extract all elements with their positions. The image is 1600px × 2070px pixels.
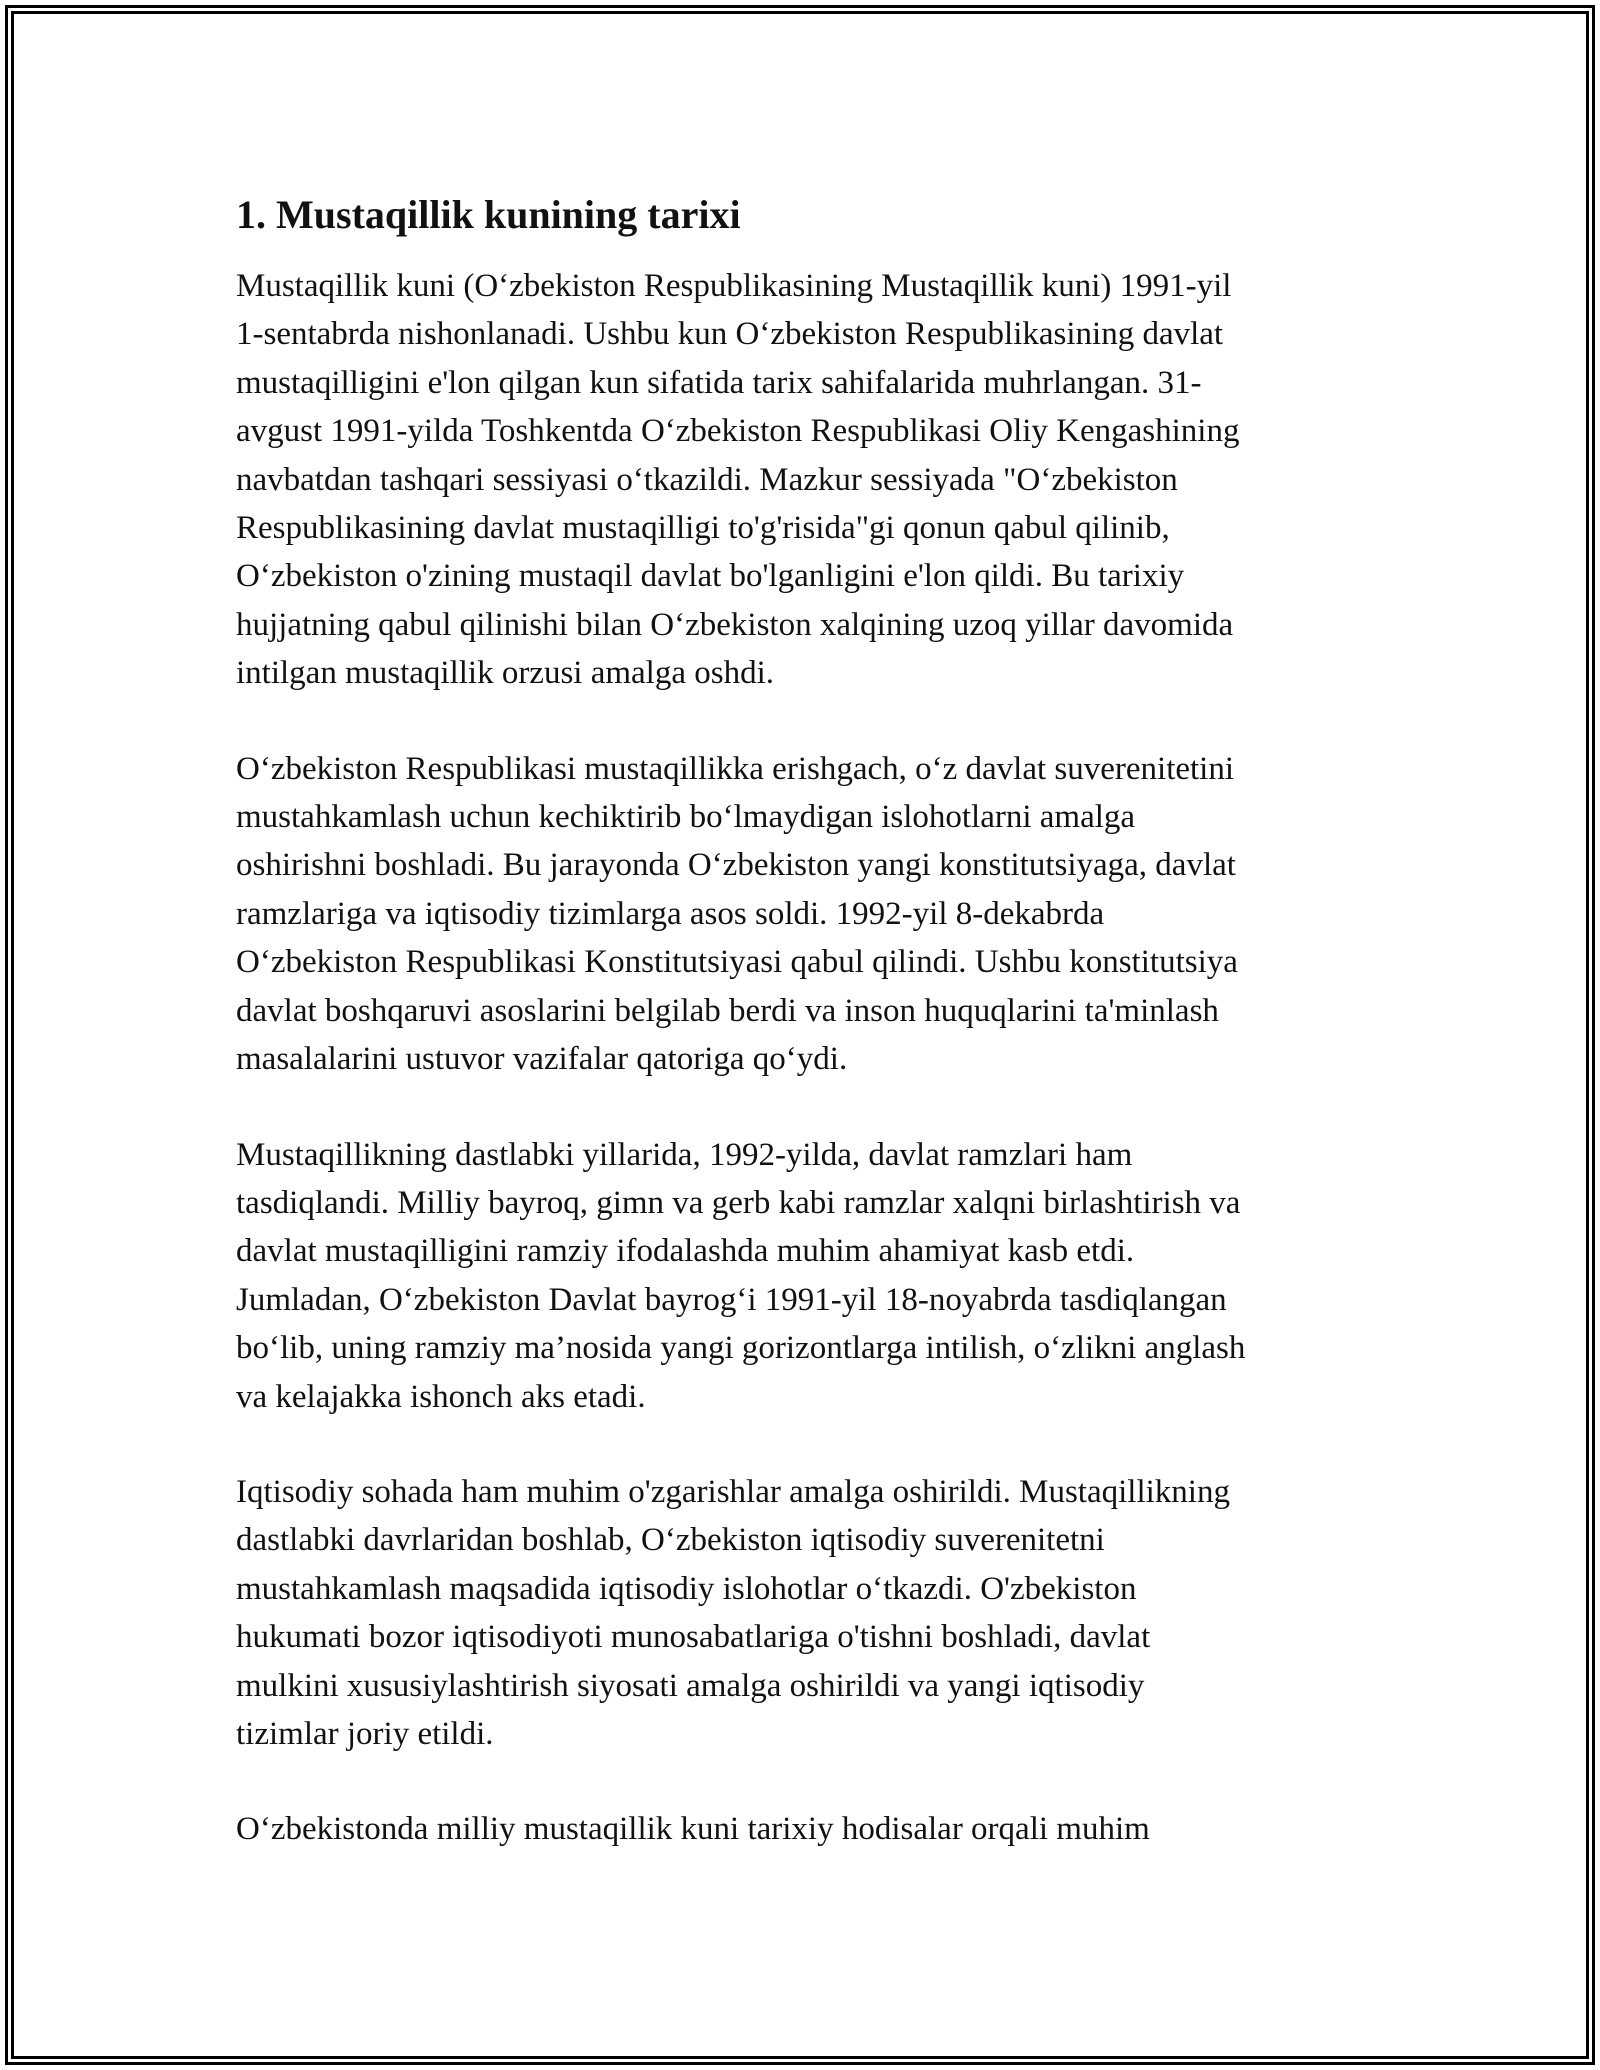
paragraph-2: O‘zbekiston Respublikasi mustaqillikka erishgach, o‘z davlat suverenitetini mustahkamlash uchun kechiktirib bo‘lmaydigan islohotlarni amalga oshirishni boshladi. Bu jarayonda O‘zbekiston yangi konstitutsiyaga, davlat ramzlariga va iqtisodiy tizimlarga asos soldi. 1992-yil 8-dekabrda O‘zbekiston Respublikasi Konstitutsiyasi qabul qilindi. Ushbu konstitutsiya davlat boshqaruvi asoslarini belgilab berdi va inson huquqlarini ta'minlash masalalarini ustuvor vazifalar qatoriga qo‘ydi.	[236, 750, 1238, 1078]
paragraph-3: Mustaqillikning dastlabki yillarida, 1992-yilda, davlat ramzlari ham tasdiqlandi. Milliy bayroq, gimn va gerb kabi ramzlar xalqni birlashtirish va davlat mustaqilligini ramziy ifodalashda muhim ahamiyat kasb etdi. Jumladan, O‘zbekiston Davlat bayrog‘i 1991-yil 18-noyabrda tasdiqlangan bo‘lib, uning ramziy ma’nosida yangi gorizontlarga intilish, o‘zlikni anglash va kelajakka ishonch aks etadi.	[236, 1136, 1246, 1415]
paragraph-5: O‘zbekistonda milliy mustaqillik kuni tarixiy hodisalar orqali muhim	[236, 1811, 1150, 1848]
section-heading: 1. Mustaqillik kunining tarixi	[236, 192, 741, 237]
paragraph-4: Iqtisodiy sohada ham muhim o'zgarishlar amalga oshirildi. Mustaqillikning dastlabki davrlaridan boshlab, O‘zbekiston iqtisodiy suverenitetni mustahkamlash maqsadida iqtisodiy islohotlar o‘tkazdi. O'zbekiston hukumati bozor iqtisodiyoti munosabatlariga o'tishni boshladi, davlat mulkini xususiylashtirish siyosati amalga oshirildi va yangi iqtisodiy tizimlar joriy etildi.	[236, 1473, 1230, 1752]
document-body	[236, 188, 1366, 1901]
paragraph-1: Mustaqillik kuni (O‘zbekiston Respublikasining Mustaqillik kuni) 1991-yil 1-sentabrda nishonlanadi. Ushbu kun O‘zbekiston Respublikasining davlat mustaqilligini e'lon qilgan kun sifatida tarix sahifalarida muhrlangan. 31- avgust 1991-yilda Toshkentda O‘zbekiston Respublikasi Oliy Kengashining navbatdan tashqari sessiyasi o‘tkazildi. Mazkur sessiyada "O‘zbekiston Respublikasining davlat mustaqilligi to'g'risida"gi qonun qabul qilinib, O‘zbekiston o'zining mustaqil davlat bo'lganligini e'lon qildi. Bu tarixiy hujjatning qabul qilinishi bilan O‘zbekiston xalqining uzoq yillar davomida intilgan mustaqillik orzusi amalga oshdi.	[236, 268, 1240, 692]
